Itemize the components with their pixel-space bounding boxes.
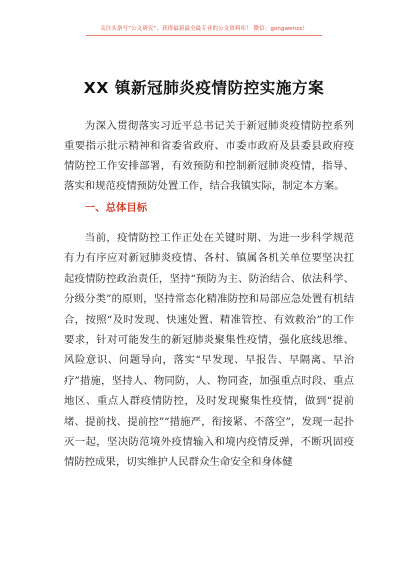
intro-paragraph: 为深入贯彻落实习近平总书记关于新冠肺炎疫情防控系列重要指示批示精神和省委省政府、市委市政府及县委县政府疫情防控工作安排部署，有效预防和控制新冠肺炎疫情，指导、落实和规范疫情预防处置工作，结合我镇实际，制定本方案。 xyxy=(64,120,354,192)
section-heading-goals: 一、总体目标 xyxy=(84,202,148,214)
section-paragraph-goals: 当前，疫情防控工作正处在关键时期、为进一步科学规范有力有序应对新冠肺炎疫情、各村、镇属各机关单位要坚决扛起疫情防控政治责任，坚持“预防为主、防治结合、依法科学、分级分类”的原则，坚持常态化精准防控和局部应急处置有机结合，按照“及时发现、快速处置、精准管控、有效救治”的工作要求，针对可能发生的新冠肺炎聚集性疫情，强化底线思维、风险意识、问题导向，落实“早发现、早报告、早隔离、早治疗”措施，坚持人、物同防，人、物同查，加强重点时段、重点地区、重点人群疫情防控，及时发现聚集性疫情，做到“提前堵、提前找、提前控”“措施严，衔接紧、不落空”，发现一起扑灭一起，坚决防范境外疫情输入和境内疫情反弹，不断巩固疫情防控成果，切实维护人民群众生命安全和身体健 xyxy=(64,232,354,469)
header-banner: 关注头条号“公文研究”，获得最新最全最专业的公文资料库！ 微信：gongwenzz） xyxy=(100,26,308,32)
banner-divider xyxy=(86,35,322,36)
document-body xyxy=(64,116,354,473)
document-title: XX 镇新冠肺炎疫情防控实施方案 xyxy=(83,79,325,97)
